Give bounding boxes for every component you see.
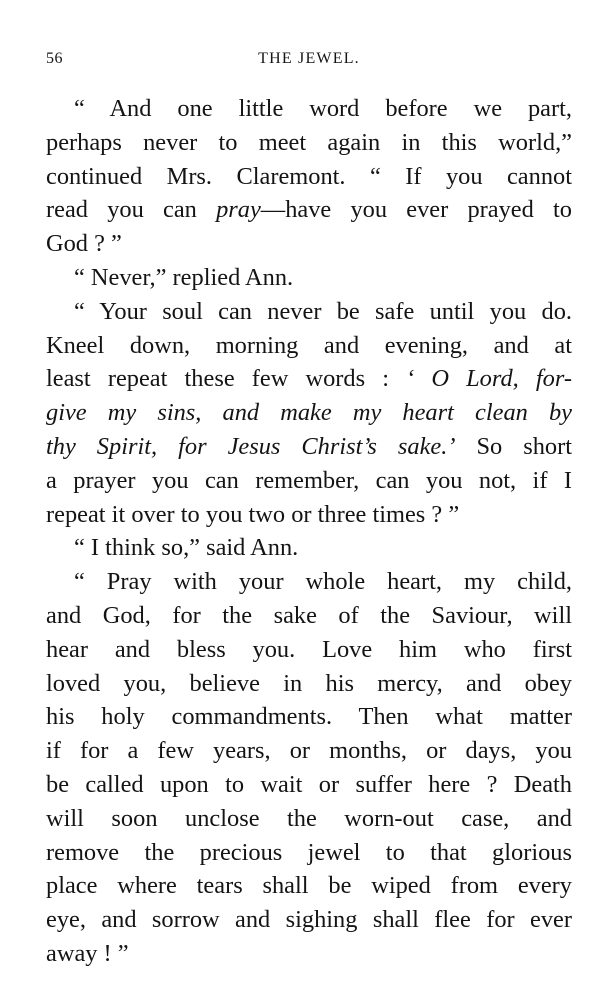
text-line [46,802,572,836]
text-segment: Kneel down, morning and evening, and at [46,331,572,359]
text-segment: “ Your soul can never be safe until you do. [74,297,572,325]
text-line [46,92,572,126]
text-segment: hear and bless you. Love him who first [46,635,572,663]
text-segment: a prayer you can remember, can you not, if I [46,466,572,494]
text-line [46,430,572,464]
text-segment: God ? ” [46,230,122,258]
text-line [46,734,572,768]
text-line [46,836,572,870]
text-segment: will soon unclose the worn-out case, and [46,804,572,832]
running-head: THE JEWEL. [258,50,360,67]
text-line [46,768,572,802]
text-segment: continued Mrs. Claremont. “ If you cannot [46,162,572,190]
text-segment: perhaps never to meet again in this world,” [46,128,572,156]
text-line [46,903,572,937]
text-segment: eye, and sorrow and sighing shall flee for ever [46,906,572,934]
text-line [46,633,572,667]
text-segment: place where tears shall be wiped from every [46,872,572,900]
text-line [46,869,572,903]
text-line [46,227,572,261]
text-segment: if for a few years, or months, or days, you [46,737,572,765]
italic-text: pray [216,196,261,224]
text-line [46,261,572,295]
body-text [46,92,572,971]
text-segment: his holy commandments. Then what matter [46,703,572,731]
text-segment: “ Pray with your whole heart, my child, [74,568,572,596]
text-segment: least repeat these few words : [46,365,407,393]
text-line [46,362,572,396]
page-number: 56 [46,50,63,67]
text-line [46,937,572,971]
text-line [46,396,572,430]
text-line [46,599,572,633]
text-line [46,531,572,565]
text-line [46,498,572,532]
text-line [46,126,572,160]
text-segment: loved you, believe in his mercy, and obey [46,669,572,697]
text-line [46,565,572,599]
text-segment: “ I think so,” said Ann. [74,534,299,562]
text-segment: repeat it over to you two or three times ? ” [46,500,460,528]
text-line [46,700,572,734]
text-segment: away ! ” [46,939,129,967]
page-header [46,50,572,74]
text-line [46,667,572,701]
italic-text: thy Spirit, for Jesus Christ’s sake.’ [46,432,456,460]
text-segment: and God, for the sake of the Saviour, will [46,601,572,629]
text-segment: So short [455,432,572,460]
text-segment: “ Never,” replied Ann. [74,263,294,291]
text-line [46,464,572,498]
text-line [46,295,572,329]
italic-text: ‘ O Lord, for- [406,365,572,393]
text-segment: read you can [46,196,217,224]
text-segment: be called upon to wait or suffer here ? Death [46,770,572,798]
text-segment: remove the precious jewel to that glorious [46,838,572,866]
text-line [46,160,572,194]
text-line [46,193,572,227]
text-line [46,329,572,363]
text-segment: —have you ever prayed to [260,196,572,224]
text-segment: “ And one little word before we part, [74,95,572,122]
italic-text: give my sins, and make my heart clean by [46,399,572,427]
